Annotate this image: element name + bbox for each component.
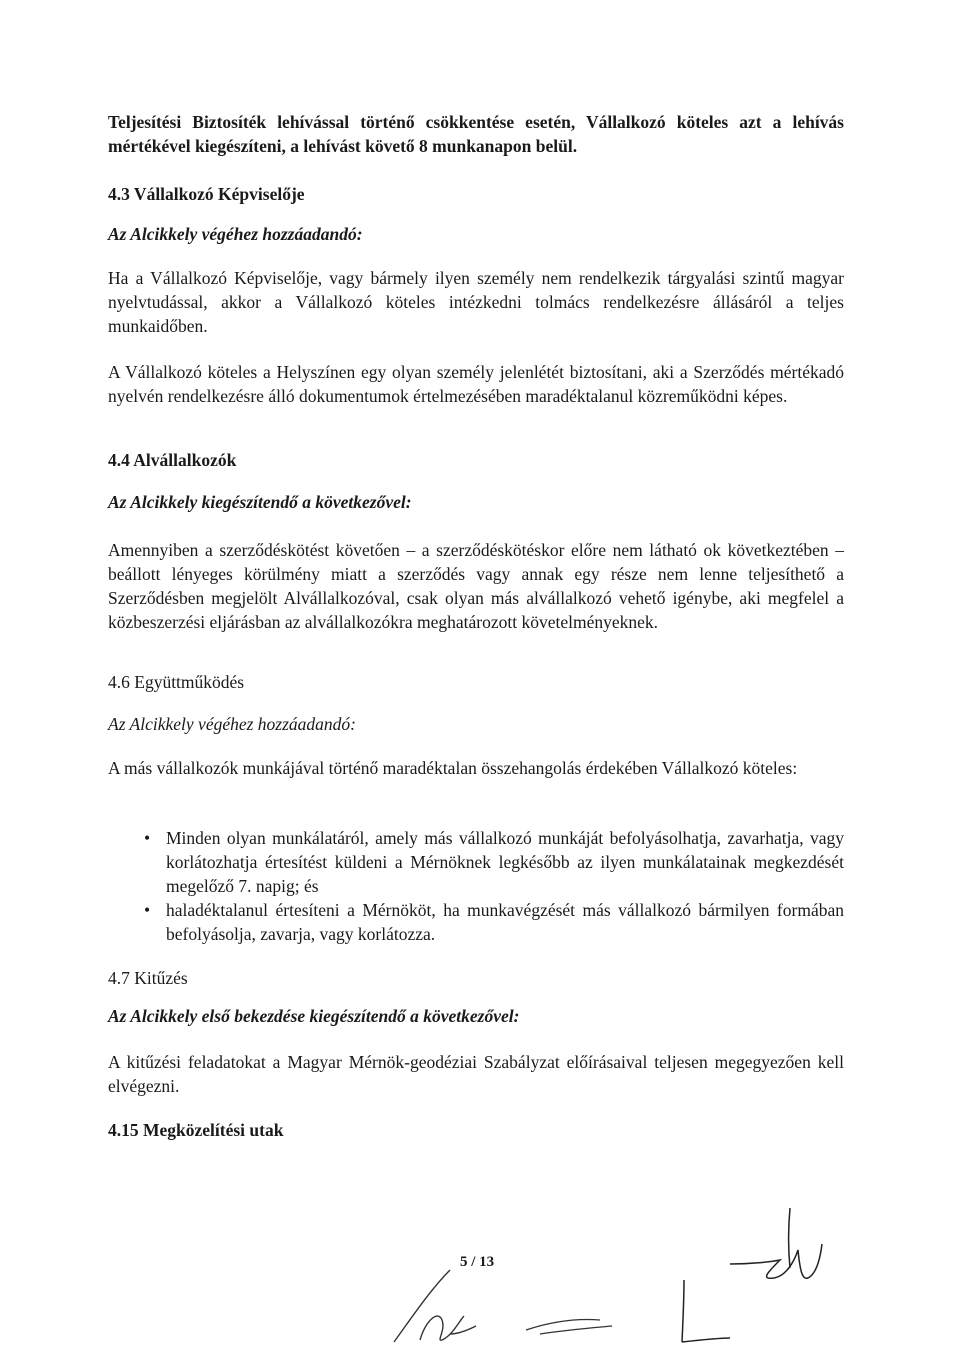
list-item (108, 826, 844, 898)
section-4-4-paragraph-1: Amennyiben a szerződéskötést követően – a szerződéskötéskor előre nem látható ok következtében – beállott lényeges körülmény miatt a szerződés vagy annak egy része nem lenne teljesíthető a Szerződésben megjelölt Alvállalkozóval, csak olyan más alvállalkozó vehető igénybe, aki megfelel a közbeszerzési eljárásban az alvállalkozókra meghatározott követelményeknek. (108, 540, 844, 632)
section-4-6-subheading: Az Alcikkely végéhez hozzáadandó: (108, 714, 356, 734)
section-4-6-paragraph-1: A más vállalkozók munkájával történő maradéktalan összehangolás érdekében Vállalkozó köteles: (108, 758, 798, 778)
list-item (108, 898, 844, 946)
list-item-text: Minden olyan munkálatáról, amely más vállalkozó munkáját befolyásolhatja, zavarhatja, vagy korlátozhatja értesítést küldeni a Mérnöknek legkésőbb az ilyen munkálatainak megkezdését megelőző 7. napig; és (166, 828, 844, 896)
section-4-15-heading: 4.15 Megközelítési utak (108, 1120, 284, 1140)
bullet-dot-icon: • (144, 828, 151, 848)
list-item-text: haladéktalanul értesíteni a Mérnököt, ha munkavégzését más vállalkozó bármilyen formában befolyásolja, zavarja, vagy korlátozza. (166, 900, 844, 944)
section-4-4-subheading: Az Alcikkely kiegészítendő a következővel: (108, 492, 412, 512)
section-4-3-paragraph-1: Ha a Vállalkozó Képviselője, vagy bármely ilyen személy nem rendelkezik tárgyalási szintű magyar nyelvtudással, akkor a Vállalkozó köteles intézkedni tolmács rendelkezésre állásáról a teljes munkaidőben. (108, 268, 844, 336)
section-4-3-paragraph-2: A Vállalkozó köteles a Helyszínen egy olyan személy jelenlétét biztosítani, aki a Szerződés mértékadó nyelvén rendelkezésre álló dokumentumok értelmezésében maradéktalanul közreműködni képes. (108, 362, 844, 406)
bullet-dot-icon: • (144, 900, 151, 920)
guarantee-paragraph: Teljesítési Biztosíték lehívással történő csökkentése esetén, Vállalkozó köteles azt a lehívás mértékével kiegészíteni, a lehívást követő 8 munkanapon belül. (108, 112, 844, 156)
section-4-7-subheading: Az Alcikkely első bekezdése kiegészítendő a következővel: (108, 1006, 520, 1026)
signature-right-icon (670, 1200, 850, 1350)
signature-left-icon (380, 1250, 500, 1350)
section-4-7-paragraph-1: A kitűzési feladatokat a Magyar Mérnök-geodéziai Szabályzat előírásaival teljesen megegyezően kell elvégezni. (108, 1052, 844, 1096)
section-4-4-heading: 4.4 Alvállalkozók (108, 450, 237, 470)
section-4-6-heading: 4.6 Együttműködés (108, 672, 245, 692)
page-number: 5 / 13 (460, 1254, 495, 1270)
section-4-6-bullet-list (108, 826, 844, 946)
section-4-3-subheading: Az Alcikkely végéhez hozzáadandó: (108, 224, 363, 244)
section-4-7-heading: 4.7 Kitűzés (108, 968, 188, 988)
section-4-3-heading: 4.3 Vállalkozó Képviselője (108, 184, 305, 204)
signature-mark-icon (520, 1290, 620, 1340)
